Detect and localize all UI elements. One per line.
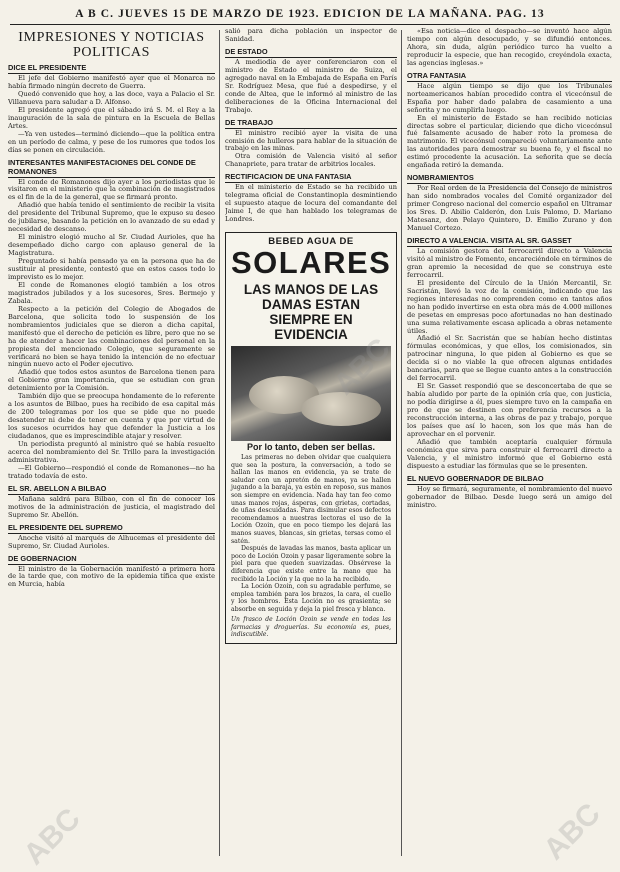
paragraph: Otra comisión de Valencia visitó al señor Chanapriete, para tratar de arbitrios locales. [225, 152, 397, 169]
ad-paragraph: La Loción Ozoin, con su agradable perfume, se emplea también para los brazos, la cara, el cuello y los hombros. Esta Loción no es grasienta; se absorbe en seguida y deja la piel fresca y blanca. [231, 583, 391, 613]
watermark: ABC [327, 331, 397, 402]
section-heading: DIRECTO A VALENCIA. VISITA AL SR. GASSET [407, 236, 612, 247]
ad-banner: BEBED AGUA DE [268, 236, 354, 248]
paragraph: El Sr. Gasset respondió que se desconcertaba de que se había aludido por parte de la opinión cría que, con justicia, no podía dirigirse a él, pues siempre tuvo en la campaña en pro de que se destinen con preferencia recursos a la reconstrucción interna, a las obras de paz y trabajo, porque los países que así lo hacen, son los que más han de aprovechar en el porvenir. [407, 382, 612, 438]
paragraph: El conde de Romanones elogió también a los otros magistrados jubilados y a los sucesores, Sres. Bermejo y Zabala. [8, 280, 215, 305]
article-list [225, 47, 397, 224]
page-header: A B C. JUEVES 15 DE MARZO DE 1923. EDICION DE LA MAÑANA. PAG. 13 [10, 4, 610, 25]
paragraph: A mediodía de ayer conferenciaron con el ministro de Estado el ministro de Suiza, el agregado naval en la Embajada de España en París Sr. Rodríguez Mesa, que fué a despedirse, y el conde de Altea, que le informó al ministro de las deliberaciones de la Oficina Internacional del Trabajo. [225, 57, 397, 114]
paragraph: También dijo que se preocupa hondamente de lo referente a los asuntos de Bilbao, pues ha recibido de esa capital más de 200 telegramas por los que se pide que no puede desatender ni debe de tener en cuenta y que por virtud de los sucesos ocurridos hay que defender la Justicia a los ciudadanos, que es imprescindible atajar y resolver. [8, 392, 215, 441]
paragraph: El ministro elogió mucho al Sr. Ciudad Aurioles, que ha desempeñado dicho cargo con aplauso general de la Magistratura. [8, 233, 215, 258]
paragraph: —El Gobierno—respondió el conde de Romanones—no ha tratado todavía de esto. [8, 463, 215, 480]
section-heading: EL PRESIDENTE DEL SUPREMO [8, 523, 215, 534]
paragraph: Añadió que también aceptaría cualquier fórmula económica que sirva para construir el ferrocarril directo a Valencia, y el ministro informó que el Gobierno está dispuesto a estudiar las fórmulas que se le presenten. [407, 437, 612, 470]
article-list [8, 63, 215, 589]
paragraph: El presidente agregó que el sábado irá S. M. el Rey a la inauguración de la sala de pintura en la Escuela de Bellas Artes. [8, 105, 215, 130]
ad-headline: LAS MANOS DE LAS DAMAS ESTAN SIEMPRE EN EVIDENCIA [243, 282, 379, 343]
ad-brand: SOLARES [231, 245, 392, 281]
section-heading: DE ESTADO [225, 47, 397, 58]
column-rule [219, 30, 220, 856]
section-heading: OTRA FANTASIA [407, 71, 612, 82]
watermark: ABC [17, 801, 87, 872]
paragraph: —Ya ven ustedes—terminó diciendo—que la política entra en un período de calma, y pese de los rumores que todos los días se ponen en circulación. [8, 129, 215, 154]
paragraph: Añadió que todos estos asuntos de Barcelona tienen para el Gobierno gran importancia, que se estudian con gran detenimiento por la Comisión. [8, 368, 215, 393]
paragraph: Por Real orden de la Presidencia del Consejo de ministros han sido nombrados vocales del Comité organizador del primer Congreso nacional del comercio español en Ultramar los Sres. D. Abilio Calderón, don Luis Palomo, D. Mariano Matesanz, don Pelayo Quintero, D. Emilio Zurano y don Manuel Cortezo. [407, 184, 612, 233]
paragraph: El presidente del Círculo de la Unión Mercantil, Sr. Sacristán, llevó la voz de la comisión, indicando que las regiones interesadas no comprenden como en tantos años no han podido invertirse en esta obra más de 4.000 millones de pesetas en empresas poco afortunadas no han destinado una suma relativamente escasa aplicada a obras netamente útiles. [407, 278, 612, 335]
article-list [407, 28, 612, 68]
column-middle [225, 28, 397, 858]
paragraph: El ministro de la Gobernación manifestó a primera hora de la tarde que, con motivo de la epidemia tífica que existe en Murcia, había [8, 564, 215, 589]
ad-photo [231, 346, 391, 441]
paragraph: Hace algún tiempo se dijo que los Tribunales norteamericanos habían procedido contra el vicecónsul de España por haber dado palabra de casamiento a una señorita y no cumplirla luego. [407, 81, 612, 114]
paragraph: El conde de Romanones dijo ayer a los periodistas que le visitaron en el ministerio que la combinación de magistrados es el fin de la de la general, que se firmará pronto. [8, 177, 215, 202]
hand-shape [301, 392, 381, 426]
section-title: IMPRESIONES Y NOTICIAS POLITICAS [18, 30, 205, 60]
paragraph: salió para dicha población un inspector de Sanidad. [225, 28, 397, 43]
paragraph: Mañana saldrá para Bilbao, con el fin de conocer los motivos de la administración de justicia, el magistrado del Supremo Sr. Abellón. [8, 494, 215, 519]
section-heading: DE GOBERNACION [8, 554, 215, 565]
paragraph: Respecto a la petición del Colegio de Abogados de Barcelona, que solicita todo lo suspensión de los nombramientos judiciales que se dieron a dicha capital, manifestó que el derecho de petición es libre, pero que no se ha de atender a hacer las combinaciones del personal en la propiesta del mencionado Colegio, que seguramente se verificará no bien se haya tenido la intención de no efectuar ningún nuevo acto el Poder ejecutivo. [8, 304, 215, 369]
paragraph: Añadió el Sr. Sacristán que se habían hecho distintas fórmulas económicas, y que ellos, los comisionados, sin patrocinar ninguna, lo que piden al Gobierno es que se decida si o no viable la que ofrecen algunas entidades bancarias, para que se llegue cuanto antes a la construcción del ferrocarril. [407, 334, 612, 383]
paragraph: En el ministerio de Estado se ha recibido un telegrama oficial de Constantinopla desmintiendo el supuesto ataque de locura del comandante del Jaime I, de que han hablado los telegramas de Londres. [225, 183, 397, 224]
paragraph: El jefe del Gobierno manifestó ayer que el Monarca no había firmado ningún decreto de Guerra. [8, 74, 215, 90]
advertisement [225, 232, 397, 644]
section-heading: DICE EL PRESIDENTE [8, 63, 215, 74]
paragraph: La comisión gestora del ferrocarril directo a Valencia visitó al ministro de Fomento, encareciéndole en términos de gran apremio la necesidad de que se construya este ferrocarril. [407, 246, 612, 279]
section-heading: RECTIFICACION DE UNA FANTASIA [225, 172, 397, 183]
ad-body [231, 454, 391, 613]
watermark: ABC [537, 796, 607, 867]
section-heading: INTERESANTES MANIFESTACIONES DEL CONDE DE ROMANONES [8, 158, 215, 178]
column-rule [401, 30, 402, 856]
article-list [407, 71, 612, 510]
paragraph: «Esa noticia—dice el despacho—se inventó hace algún tiempo con algún desocupado, y se difundió entonces. Ahora, sin duda, algún periódico turco ha vuelto a reproducir la especie, que han recogido, creyéndola exacta, las agencias inglesas.» [407, 28, 612, 67]
section-heading: EL NUEVO GOBERNADOR DE BILBAO [407, 474, 612, 485]
column-left [8, 28, 215, 858]
ad-paragraph: Las primeras no deben olvidar que cualquiera que sea la postura, la conversación, a todo se hallan las manos en evidencia, ya se trate de saludar con un apretón de manos, ya se hallen jugando a la baraja, ya estén en reposo, sus manos son siempre en evidencia. Nada hay tan feo como unas manos rojas, ásperas, con grietas, cortadas, de uñas descuidadas. Para disimular esos defectos recomendamos a nuestras lectoras el uso de la Loción Ozoin, que en poco tiempo les dejará las manos suaves, blancas, sin grietas, tersas como el satén. [231, 454, 391, 545]
section-heading: EL SR. ABELLON A BILBAO [8, 484, 215, 495]
paragraph: Preguntado si había pensado ya en la persona que ha de sustituir al presidente, contestó que en estos casos todo lo imprevisto es lo mejor. [8, 257, 215, 281]
paragraph: Un periodista preguntó al ministro qué se había resuelto acerca del nombramiento del Sr. Trillo para la investigación administrativa. [8, 439, 215, 464]
paragraph: El ministro recibió ayer la visita de una comisión de hulleros para hablar de la situación de trabajo en las minas. [225, 128, 397, 153]
ad-tagline: Por lo tanto, deben ser bellas. [246, 442, 376, 453]
section-heading: NOMBRAMIENTOS [407, 173, 612, 184]
paragraph: Quedó convenido que hoy, a las doce, vaya a Palacio el Sr. Villanueva para saludar a D. Alfonso. [8, 89, 215, 106]
paragraph: Hoy se firmará, seguramente, el nombramiento del nuevo gobernador de Bilbao. Desde luego será un amigo del ministro. [407, 484, 612, 509]
section-heading: DE TRABAJO [225, 118, 397, 129]
paragraph: Añadió que había tenido el sentimiento de recibir la visita del presidente del Tribunal Supremo, que le expuso su deseo de jubilarse, basando la petición en lo avanzado de su edad y necesidad de descanso. [8, 201, 215, 234]
ad-footer: Un frasco de Loción Ozoin se vende en todas las farmacias y droguerías. Su economía es, pues, indiscutible. [231, 616, 391, 639]
paragraph: En el ministerio de Estado se han recibido noticias directas sobre el particular, diciendo que dicho vicecónsul fué falsamente acusado de haber roto la promesa de matrimonio. El vicecónsul compareció voluntariamente ante las autoridades para demostrar su buena fe, y el fiscal no estimó procedente la acusación. La señorita que se decía engañada retiró la demanda. [407, 113, 612, 170]
ad-paragraph: Después de lavadas las manos, basta aplicar un poco de Loción Ozoin y pasar ligeramente sobre la piel para que queden suavizadas. Obsérvese la diferencia que existe entre la mano que ha recibido la Loción y la que no la ha recibido. [231, 545, 391, 583]
paragraph: Anoche visitó al marqués de Alhucemas el presidente del Supremo, Sr. Ciudad Aurioles. [8, 533, 215, 550]
column-right [407, 28, 612, 858]
